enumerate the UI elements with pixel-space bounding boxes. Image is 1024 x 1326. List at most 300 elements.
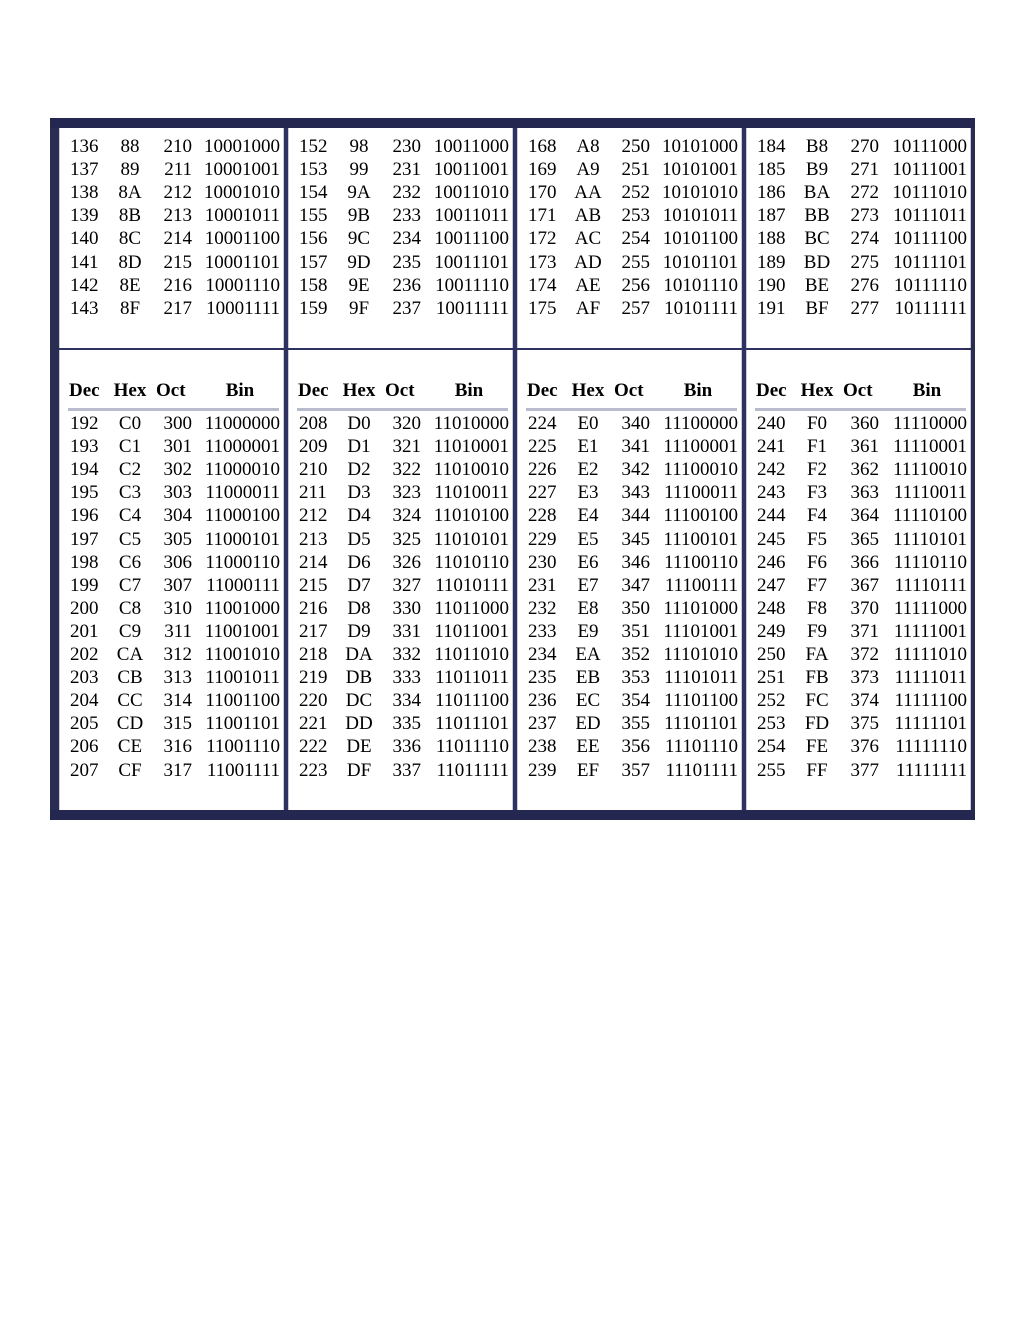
cell-bin: 11101001 <box>663 620 738 642</box>
cell-bin: 10011001 <box>433 159 509 181</box>
cell-hex: D2 <box>347 459 371 481</box>
cell-hex: AE <box>575 274 601 296</box>
cell-dec: 196 <box>70 505 99 527</box>
cell-bin: 11111001 <box>893 620 967 642</box>
cell-dec: 209 <box>299 436 328 458</box>
cell-dec: 141 <box>70 251 99 273</box>
cell-oct: 352 <box>621 644 650 665</box>
cell-oct: 306 <box>163 551 192 573</box>
cell-hex: EB <box>575 667 601 689</box>
cell-hex: E3 <box>577 482 599 504</box>
column-header-dec: Dec <box>527 380 558 401</box>
table-row <box>289 689 514 712</box>
cell-dec: 221 <box>299 713 328 735</box>
cell-dec: 224 <box>528 413 557 434</box>
cell-bin: 10011000 <box>433 136 509 157</box>
cell-bin: 10111100 <box>893 228 967 250</box>
cell-hex: FC <box>805 690 829 712</box>
cell-hex: E9 <box>577 620 599 642</box>
cell-hex: EA <box>575 644 601 665</box>
cell-bin: 11000100 <box>204 505 280 527</box>
table-row <box>747 251 972 274</box>
cell-bin: 11010101 <box>433 528 509 550</box>
cell-dec: 234 <box>528 644 557 665</box>
cell-hex: D0 <box>347 413 371 434</box>
cell-hex: C5 <box>118 528 142 550</box>
table-row <box>60 297 285 320</box>
table-row <box>60 181 285 204</box>
table-panel <box>59 128 284 348</box>
table-row <box>747 574 972 597</box>
cell-bin: 11100011 <box>664 482 738 504</box>
cell-bin: 11011101 <box>435 713 509 735</box>
cell-bin: 11000000 <box>204 413 280 434</box>
cell-bin: 11110110 <box>893 551 967 573</box>
cell-oct: 337 <box>392 759 421 781</box>
cell-oct: 371 <box>850 620 879 642</box>
cell-hex: BA <box>803 182 831 204</box>
table-row <box>747 712 972 735</box>
cell-hex: BD <box>803 251 831 273</box>
table-row <box>747 689 972 712</box>
cell-hex: C3 <box>118 482 142 504</box>
cell-dec: 157 <box>299 251 328 273</box>
table-row <box>289 759 514 782</box>
cell-hex: FB <box>805 667 829 689</box>
table-row <box>60 481 285 504</box>
cell-oct: 313 <box>163 667 192 689</box>
cell-oct: 237 <box>392 297 421 319</box>
cell-bin: 10001110 <box>205 274 280 296</box>
table-row <box>60 620 285 643</box>
cell-oct: 277 <box>850 297 879 319</box>
table-row <box>518 274 743 297</box>
cell-bin: 11100000 <box>663 413 738 434</box>
cell-bin: 11001110 <box>206 736 280 758</box>
cell-oct: 357 <box>621 759 650 781</box>
cell-hex: B9 <box>805 159 829 181</box>
table-row <box>60 412 285 435</box>
table-row <box>289 135 514 158</box>
cell-hex: 99 <box>349 159 369 181</box>
column-header-oct: Oct <box>156 380 186 401</box>
table-row <box>60 551 285 574</box>
cell-hex: 8B <box>118 205 142 227</box>
table-row <box>60 759 285 782</box>
cell-dec: 229 <box>528 528 557 550</box>
table-row <box>289 251 514 274</box>
cell-bin: 11110100 <box>893 505 967 527</box>
table-row <box>747 274 972 297</box>
header-divider <box>297 408 508 411</box>
table-row <box>747 412 972 435</box>
table-panel <box>517 128 742 348</box>
table-row <box>60 712 285 735</box>
cell-hex: A9 <box>576 159 600 181</box>
cell-hex: D3 <box>347 482 371 504</box>
cell-hex: CA <box>116 644 144 665</box>
cell-oct: 302 <box>163 459 192 481</box>
cell-bin: 10101011 <box>662 205 738 227</box>
cell-dec: 211 <box>299 482 327 504</box>
cell-bin: 11111110 <box>895 736 967 758</box>
column-header-bin: Bin <box>912 380 942 401</box>
table-row <box>747 643 972 666</box>
cell-bin: 10101001 <box>662 159 738 181</box>
cell-oct: 320 <box>392 413 421 434</box>
cell-bin: 11110001 <box>893 436 967 458</box>
table-row <box>747 181 972 204</box>
cell-oct: 373 <box>850 667 879 689</box>
cell-dec: 219 <box>299 667 328 689</box>
table-row <box>289 181 514 204</box>
cell-bin: 11011010 <box>434 644 509 665</box>
cell-hex: EC <box>575 690 601 712</box>
cell-hex: 9F <box>348 297 370 319</box>
cell-dec: 243 <box>757 482 786 504</box>
cell-hex: E4 <box>577 505 599 527</box>
cell-dec: 246 <box>757 551 786 573</box>
cell-oct: 213 <box>163 205 192 227</box>
cell-oct: 211 <box>164 159 192 181</box>
cell-bin: 11111000 <box>893 597 967 619</box>
cell-bin: 11110011 <box>893 482 967 504</box>
cell-bin: 10001100 <box>204 228 280 250</box>
cell-oct: 360 <box>850 413 879 434</box>
cell-hex: AB <box>574 205 602 227</box>
cell-hex: C9 <box>118 620 142 642</box>
cell-oct: 351 <box>621 620 650 642</box>
conversion-table-frame <box>50 118 975 820</box>
cell-dec: 238 <box>528 736 557 758</box>
cell-hex: F0 <box>806 413 828 434</box>
cell-hex: C8 <box>118 597 142 619</box>
cell-dec: 158 <box>299 274 328 296</box>
cell-oct: 252 <box>621 182 650 204</box>
cell-hex: F8 <box>806 597 828 619</box>
cell-hex: E8 <box>577 597 599 619</box>
cell-dec: 136 <box>70 136 99 157</box>
cell-oct: 230 <box>392 136 421 157</box>
cell-dec: 138 <box>70 182 99 204</box>
cell-oct: 217 <box>163 297 192 319</box>
cell-oct: 303 <box>163 482 192 504</box>
cell-bin: 11001001 <box>204 620 280 642</box>
cell-bin: 11101011 <box>664 667 738 689</box>
table-panel <box>59 350 284 820</box>
cell-bin: 11001010 <box>204 644 280 665</box>
cell-hex: E1 <box>577 436 599 458</box>
cell-oct: 304 <box>163 505 192 527</box>
cell-dec: 175 <box>528 297 557 319</box>
cell-hex: 88 <box>120 136 140 157</box>
column-header-dec: Dec <box>69 380 100 401</box>
column-header-oct: Oct <box>385 380 415 401</box>
cell-hex: C6 <box>118 551 142 573</box>
table-row <box>60 666 285 689</box>
cell-dec: 225 <box>528 436 557 458</box>
cell-oct: 330 <box>392 597 421 619</box>
cell-dec: 197 <box>70 528 99 550</box>
cell-hex: E5 <box>577 528 599 550</box>
cell-hex: FF <box>806 759 828 781</box>
column-header-row <box>518 379 743 402</box>
table-row <box>747 551 972 574</box>
column-header-oct: Oct <box>843 380 873 401</box>
table-row <box>747 227 972 250</box>
cell-dec: 171 <box>528 205 557 227</box>
table-row <box>289 666 514 689</box>
cell-oct: 301 <box>163 436 192 458</box>
cell-dec: 213 <box>299 528 328 550</box>
cell-bin: 10111001 <box>892 159 967 181</box>
cell-bin: 10001111 <box>206 297 280 319</box>
cell-dec: 210 <box>299 459 328 481</box>
cell-bin: 10001010 <box>204 182 280 204</box>
table-row <box>747 204 972 227</box>
table-row <box>60 528 285 551</box>
table-row <box>60 274 285 297</box>
cell-dec: 184 <box>757 136 786 157</box>
cell-hex: F3 <box>806 482 828 504</box>
table-row <box>289 551 514 574</box>
cell-hex: B8 <box>805 136 829 157</box>
cell-oct: 307 <box>163 574 192 596</box>
cell-oct: 321 <box>392 436 421 458</box>
cell-hex: CB <box>117 667 143 689</box>
cell-oct: 362 <box>850 459 879 481</box>
cell-bin: 10111000 <box>892 136 967 157</box>
table-row <box>747 597 972 620</box>
cell-bin: 11010100 <box>433 505 509 527</box>
cell-dec: 204 <box>70 690 99 712</box>
cell-dec: 155 <box>299 205 328 227</box>
table-panel <box>288 128 513 348</box>
table-block-top <box>59 128 966 348</box>
table-row <box>747 735 972 758</box>
cell-oct: 276 <box>850 274 879 296</box>
cell-bin: 11110000 <box>893 413 967 434</box>
cell-dec: 192 <box>70 413 99 434</box>
table-row <box>289 274 514 297</box>
table-row <box>747 620 972 643</box>
cell-dec: 152 <box>299 136 328 157</box>
cell-oct: 355 <box>621 713 650 735</box>
cell-dec: 235 <box>528 667 557 689</box>
cell-oct: 251 <box>621 159 650 181</box>
cell-dec: 156 <box>299 228 328 250</box>
cell-hex: AC <box>574 228 602 250</box>
table-row <box>518 297 743 320</box>
cell-dec: 212 <box>299 505 328 527</box>
table-block-bottom <box>59 350 966 820</box>
cell-hex: DD <box>345 713 373 735</box>
table-row <box>60 135 285 158</box>
cell-dec: 193 <box>70 436 99 458</box>
cell-oct: 332 <box>392 644 421 665</box>
cell-bin: 11101110 <box>664 736 738 758</box>
cell-dec: 253 <box>757 713 786 735</box>
cell-oct: 331 <box>392 620 421 642</box>
cell-oct: 312 <box>163 644 192 665</box>
cell-oct: 270 <box>850 136 879 157</box>
cell-dec: 189 <box>757 251 786 273</box>
cell-hex: FD <box>804 713 830 735</box>
cell-bin: 11111010 <box>893 644 967 665</box>
cell-oct: 354 <box>621 690 650 712</box>
table-row <box>518 574 743 597</box>
cell-oct: 327 <box>392 574 421 596</box>
cell-bin: 10111101 <box>893 251 967 273</box>
table-row <box>60 574 285 597</box>
cell-oct: 346 <box>621 551 650 573</box>
cell-hex: F7 <box>806 574 828 596</box>
table-panel <box>746 128 971 348</box>
column-header-oct: Oct <box>614 380 644 401</box>
cell-dec: 194 <box>70 459 99 481</box>
cell-oct: 271 <box>850 159 879 181</box>
cell-oct: 364 <box>850 505 879 527</box>
cell-bin: 10001101 <box>204 251 280 273</box>
cell-dec: 201 <box>70 620 99 642</box>
cell-oct: 300 <box>163 413 192 434</box>
cell-oct: 256 <box>621 274 650 296</box>
cell-dec: 241 <box>757 436 786 458</box>
cell-dec: 191 <box>757 297 786 319</box>
cell-bin: 11100001 <box>663 436 738 458</box>
cell-dec: 239 <box>528 759 557 781</box>
cell-dec: 186 <box>757 182 786 204</box>
cell-dec: 169 <box>528 159 557 181</box>
cell-bin: 10011100 <box>434 228 509 250</box>
cell-hex: 8A <box>118 182 142 204</box>
cell-dec: 214 <box>299 551 328 573</box>
cell-bin: 10111110 <box>893 274 967 296</box>
column-header-dec: Dec <box>756 380 787 401</box>
table-row <box>747 297 972 320</box>
cell-bin: 10111111 <box>894 297 967 319</box>
cell-dec: 188 <box>757 228 786 250</box>
cell-hex: AF <box>575 297 601 319</box>
cell-dec: 205 <box>70 713 99 735</box>
cell-oct: 376 <box>850 736 879 758</box>
cell-oct: 326 <box>392 551 421 573</box>
cell-dec: 230 <box>528 551 557 573</box>
cell-hex: D9 <box>347 620 371 642</box>
cell-oct: 374 <box>850 690 879 712</box>
cell-oct: 333 <box>392 667 421 689</box>
cell-oct: 231 <box>392 159 421 181</box>
cell-bin: 10011010 <box>433 182 509 204</box>
table-row <box>747 759 972 782</box>
cell-oct: 317 <box>163 759 192 781</box>
cell-oct: 366 <box>850 551 879 573</box>
cell-bin: 11100101 <box>663 528 738 550</box>
cell-bin: 11011100 <box>435 690 509 712</box>
table-row <box>289 458 514 481</box>
cell-hex: D7 <box>347 574 371 596</box>
frame-inner <box>59 128 966 810</box>
cell-bin: 10011111 <box>435 297 509 319</box>
cell-oct: 236 <box>392 274 421 296</box>
cell-bin: 11000101 <box>204 528 280 550</box>
cell-bin: 11111100 <box>894 690 967 712</box>
frame-bottom-band <box>50 810 975 820</box>
cell-oct: 336 <box>392 736 421 758</box>
cell-bin: 11011111 <box>436 759 509 781</box>
cell-dec: 247 <box>757 574 786 596</box>
table-panel <box>746 350 971 820</box>
cell-dec: 143 <box>70 297 99 319</box>
cell-dec: 170 <box>528 182 557 204</box>
cell-hex: CD <box>116 713 144 735</box>
table-row <box>747 458 972 481</box>
column-header-bin: Bin <box>454 380 484 401</box>
cell-dec: 185 <box>757 159 786 181</box>
table-row <box>289 158 514 181</box>
cell-hex: E7 <box>577 574 599 596</box>
table-row <box>518 597 743 620</box>
cell-oct: 310 <box>163 597 192 619</box>
cell-bin: 11001100 <box>205 690 280 712</box>
cell-dec: 223 <box>299 759 328 781</box>
cell-bin: 10101000 <box>662 136 738 157</box>
cell-oct: 275 <box>850 251 879 273</box>
cell-hex: 98 <box>349 136 369 157</box>
cell-oct: 212 <box>163 182 192 204</box>
cell-hex: BB <box>804 205 830 227</box>
cell-bin: 10101100 <box>662 228 738 250</box>
column-header-bin: Bin <box>225 380 255 401</box>
column-header-row <box>747 379 972 402</box>
cell-oct: 334 <box>392 690 421 712</box>
cell-bin: 10101010 <box>662 182 738 204</box>
cell-dec: 236 <box>528 690 557 712</box>
column-header-row <box>289 379 514 402</box>
cell-bin: 11101111 <box>665 759 738 781</box>
cell-dec: 249 <box>757 620 786 642</box>
cell-hex: DA <box>345 644 373 665</box>
cell-hex: 9E <box>348 274 370 296</box>
cell-oct: 254 <box>621 228 650 250</box>
table-row <box>518 666 743 689</box>
cell-hex: BE <box>804 274 830 296</box>
cell-bin: 11011011 <box>435 667 509 689</box>
cell-dec: 250 <box>757 644 786 665</box>
cell-bin: 11100100 <box>663 505 738 527</box>
cell-bin: 11001011 <box>205 667 280 689</box>
cell-hex: BF <box>805 297 829 319</box>
cell-dec: 240 <box>757 413 786 434</box>
cell-oct: 344 <box>621 505 650 527</box>
cell-oct: 311 <box>164 620 192 642</box>
cell-oct: 342 <box>621 459 650 481</box>
table-row <box>60 458 285 481</box>
cell-hex: CF <box>118 759 142 781</box>
table-row <box>518 551 743 574</box>
cell-oct: 340 <box>621 413 650 434</box>
column-header-hex: Hex <box>113 380 147 401</box>
table-row <box>747 481 972 504</box>
cell-dec: 245 <box>757 528 786 550</box>
cell-dec: 173 <box>528 251 557 273</box>
table-row <box>747 666 972 689</box>
table-row <box>289 597 514 620</box>
cell-dec: 187 <box>757 205 786 227</box>
table-row <box>60 735 285 758</box>
cell-bin: 10011011 <box>434 205 509 227</box>
column-header-hex: Hex <box>342 380 376 401</box>
